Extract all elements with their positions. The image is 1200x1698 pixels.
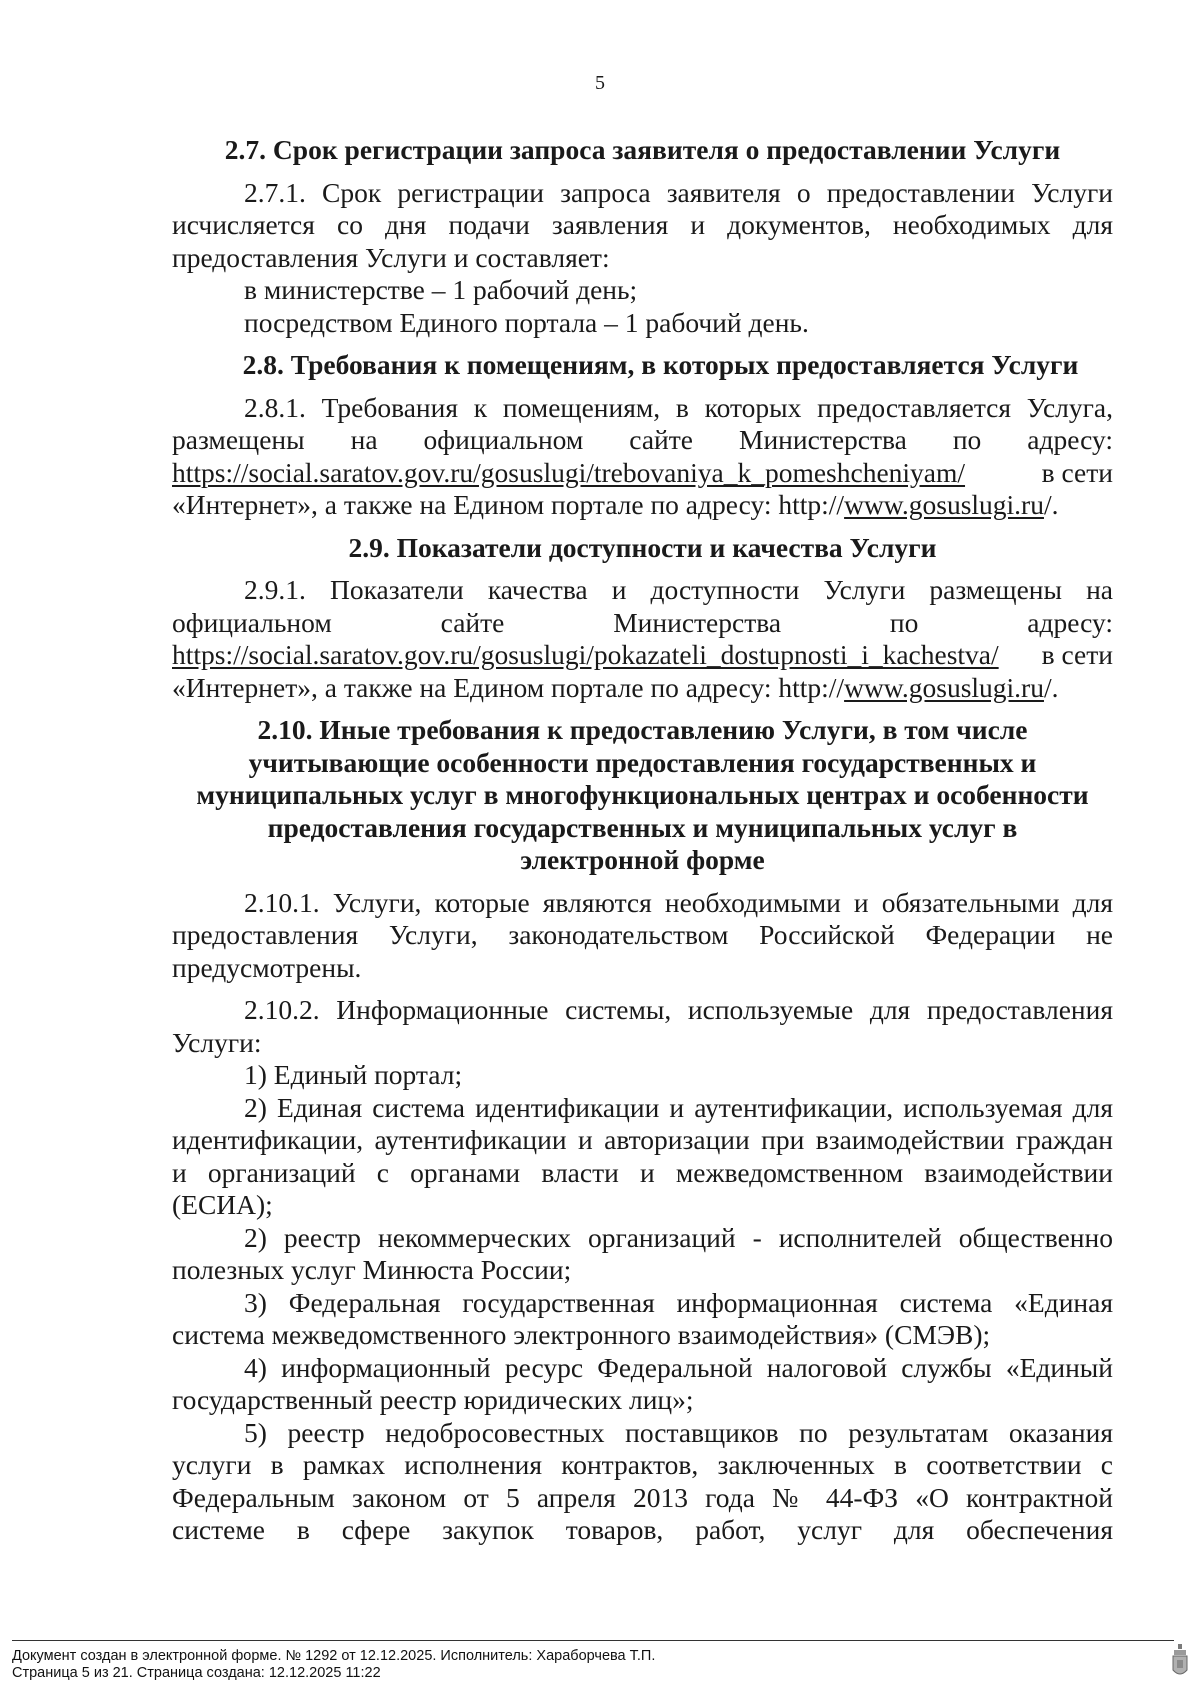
portal-suffix: /. [1043, 671, 1059, 703]
paragraph-2-8-1-line: размещены на официальном сайте Министерства по адресу: [172, 424, 1113, 455]
list-item-line: Федеральным законом от 5 апреля 2013 года № 44-ФЗ «О контрактной [172, 1481, 1113, 1513]
paragraph-2-9-1-line [172, 672, 1113, 705]
coat-of-arms-icon [1170, 1642, 1190, 1682]
heading-line: 2.10. Иные требования к предоставлению Услуги, в том числе [257, 714, 1028, 745]
paragraph-2-7-1-line: исчисляется со дня подачи заявления и документов, необходимых для [172, 209, 1113, 240]
paragraph-2-9-1-line: официальном сайте Министерства по адресу: [172, 606, 1113, 638]
gosuslugi-link[interactable]: www.gosuslugi.ru [844, 671, 1044, 703]
portal-suffix: /. [1043, 489, 1059, 520]
section-heading-2-10 [172, 714, 1113, 877]
portal-prefix: «Интернет», а также на Едином портале по адресу: http:// [172, 671, 845, 703]
list-item-line: 2) реестр некоммерческих организаций - исполнителей общественно [244, 1221, 1113, 1253]
section-heading-2-8: 2.8. Требования к помещениям, в которых предоставляется Услуги [242, 349, 1079, 380]
paragraph-2-10-1-line: предусмотрены. [172, 951, 362, 983]
footer-text [12, 1648, 655, 1682]
list-item-line: система межведомственного электронного взаимодействия» (СМЭВ); [172, 1319, 991, 1350]
paragraph-2-9-1-line: 2.9.1. Показатели качества и доступности Услуги размещены на [244, 574, 1113, 605]
url-suffix: в сети [1041, 639, 1113, 670]
paragraph-2-10-2-line: Услуги: [172, 1026, 262, 1058]
section-heading-2-7: 2.7. Срок регистрации запроса заявителя о предоставлении Услуги [224, 134, 1061, 165]
page-number: 5 [595, 72, 605, 94]
list-item-line: (ЕСИА); [172, 1189, 273, 1220]
url-line [172, 639, 1113, 672]
footer-line: Страница 5 из 21. Страница создана: 12.12.2025 11:22 [12, 1665, 381, 1681]
paragraph-2-7-1-line: предоставления Услуги и составляет: [172, 241, 610, 273]
list-item: 1) Единый портал; [244, 1059, 463, 1090]
list-item-line: 3) Федеральная государственная информационная система «Единая [244, 1286, 1113, 1318]
list-item-line: государственный реестр юридических лиц»; [172, 1384, 694, 1415]
document-footer [0, 1640, 1200, 1698]
document-body [172, 134, 1113, 1547]
list-item-line: полезных услуг Минюста России; [172, 1254, 572, 1285]
requirements-url-link[interactable]: https://social.saratov.gov.ru/gosuslugi/trebovaniya_k_pomeshcheniyam/ [172, 456, 966, 488]
list-item-line: 5) реестр недобросовестных поставщиков по результатам оказания [244, 1416, 1113, 1448]
list-item-line: системе в сфере закупок товаров, работ, услуг для обеспечения [172, 1514, 1113, 1545]
list-item-line: 4) информационный ресурс Федеральной налоговой службы «Единый [244, 1351, 1113, 1383]
heading-line: электронной форме [520, 844, 765, 875]
paragraph-2-10-1-line: 2.10.1. Услуги, которые являются необходимыми и обязательными для [244, 886, 1113, 918]
paragraph-2-7-1-line: 2.7.1. Срок регистрации запроса заявителя о предоставлении Услуги [244, 176, 1113, 208]
heading-line: муниципальных услуг в многофункциональных центрах и особенности [196, 779, 1089, 810]
paragraph-2-8-1-line: 2.8.1. Требования к помещениям, в которых предоставляется Услуга, [244, 391, 1113, 423]
heading-line: предоставления государственных и муниципальных услуг в [267, 811, 1018, 843]
footer-line: Документ создан в электронной форме. № 1292 от 12.12.2025. Исполнитель: Хараборчева Т.П. [12, 1648, 656, 1664]
footer-divider [12, 1640, 1174, 1641]
heading-line: учитывающие особенности предоставления государственных и [248, 746, 1037, 778]
url-line [172, 457, 1113, 490]
paragraph-2-8-1-line [172, 489, 1113, 522]
url-suffix: в сети [1041, 456, 1113, 488]
paragraph-2-10-2-line: 2.10.2. Информационные системы, используемые для предоставления [244, 994, 1113, 1025]
list-item-line: услуги в рамках исполнения контрактов, заключенных в соответствии с [172, 1449, 1113, 1480]
list-item: посредством Единого портала – 1 рабочий день. [244, 306, 809, 338]
list-item-line: и организаций с органами власти и межведомственном взаимодействии [172, 1156, 1113, 1188]
indicators-url-link[interactable]: https://social.saratov.gov.ru/gosuslugi/pokazateli_dostupnosti_i_kachestva/ [172, 639, 999, 670]
gosuslugi-link[interactable]: www.gosuslugi.ru [844, 489, 1044, 520]
list-item: в министерстве – 1 рабочий день; [244, 274, 638, 305]
section-heading-2-9: 2.9. Показатели доступности и качества Услуги [348, 531, 937, 563]
list-item-line: 2) Единая система идентификации и аутентификации, используемая для [244, 1091, 1113, 1123]
portal-prefix: «Интернет», а также на Едином портале по адресу: http:// [172, 489, 845, 520]
paragraph-2-10-1-line: предоставления Услуги, законодательством Российской Федерации не [172, 919, 1113, 950]
list-item-line: идентификации, аутентификации и авторизации при взаимодействии граждан [172, 1124, 1113, 1155]
